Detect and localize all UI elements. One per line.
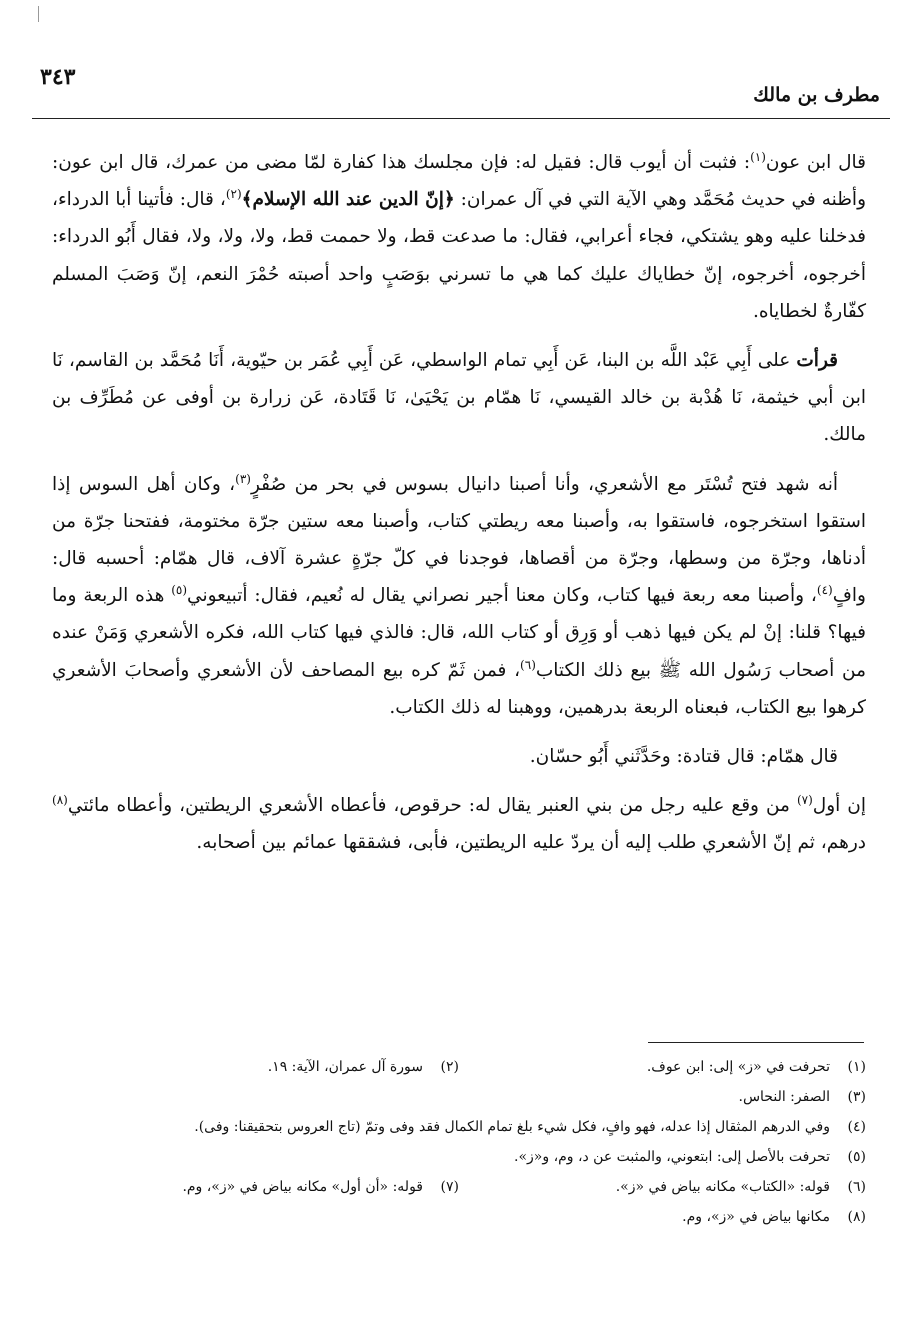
text-segment: هذه الربعة وما فيها؟ قلنا: إنْ لم يكن فيها ذهب أو وَرِق أو كتاب الله، قال: فالذي فيها كتاب الله، فكره الأشعري وَمَنْ عنده من أصحاب رَسُول الله ﷺ بيع ذلك الكتاب bbox=[52, 585, 866, 681]
footnote-5 bbox=[52, 1142, 866, 1172]
footnote-text: وفي الدرهم المثقال إذا عدله، فهو وافٍ، فكل شيء بلغ تمام الكمال فقد وفى وتمّ (تاج العروس بتحقيقنا: وفى). bbox=[194, 1119, 830, 1135]
paragraph-4 bbox=[52, 738, 866, 775]
paragraph-1 bbox=[52, 144, 866, 330]
footnote-text: تحرفت في «ز» إلى: ابن عوف. bbox=[646, 1059, 830, 1075]
running-title: مطرف بن مالك bbox=[753, 84, 880, 106]
footnote-text: قوله: «الكتاب» مكانه بياض في «ز». bbox=[615, 1179, 830, 1195]
footnotes bbox=[52, 1052, 866, 1232]
main-text bbox=[52, 144, 866, 874]
text-segment: من وقع عليه رجل من بني العنبر يقال له: حرقوص، فأعطاه الأشعري الريطتين، وأعطاه مائتي bbox=[67, 795, 797, 817]
footnote-number: (٢) bbox=[440, 1059, 459, 1075]
text-segment: ، وكان أهل السوس إذا استقوا استخرجوه، فاستقوا به، وأصبنا معه ريطتي كتاب، وأصبنا معه ستين جرّة مختومة، ففتحنا جرّة من أدناها، وجرّة من وسطها، وجرّة من أقصاها، فوجدنا في كلّ جرّةٍ عشرة آلاف، قال همّام: أحسبه قال: وافٍ bbox=[52, 473, 867, 607]
paragraph-3 bbox=[52, 466, 866, 726]
text-segment: : فثبت أن أيوب قال: فقيل له: فإن مجلسك هذا كفارة لمّا مضى من عمرك، قال ابن عون: وأظنه في حديث مُحَمَّد وهي الآية التي في آل عمران: bbox=[52, 152, 866, 211]
paragraph-5 bbox=[52, 787, 866, 861]
footnote-number: (١) bbox=[847, 1059, 866, 1075]
footnote-text: مكانها بياض في «ز»، وم. bbox=[682, 1209, 830, 1225]
footnote-number: (٥) bbox=[847, 1149, 866, 1165]
text-segment: ، فمن ثَمّ كره بيع المصاحف لأن الأشعري وأصحابَ الأشعري كرهوا بيع الكتاب، فبعناه الربعة بدرهمين، ووهبنا له ذلك الكتاب. bbox=[52, 659, 866, 718]
margin-mark bbox=[38, 6, 39, 22]
footnote-ref: (٨) bbox=[52, 793, 68, 808]
footnote-2 bbox=[52, 1052, 459, 1082]
footnote-ref: (٧) bbox=[796, 793, 813, 808]
footnote-6 bbox=[459, 1172, 866, 1202]
footnote-number: (٣) bbox=[847, 1089, 866, 1105]
text-segment: قال ابن عون bbox=[765, 152, 866, 173]
footnote-divider bbox=[648, 1042, 864, 1043]
quran-verse: ﴿إنّ الدين عند الله الإسلام﴾ bbox=[241, 189, 455, 211]
footnote-8 bbox=[52, 1202, 866, 1232]
text-segment: درهم، ثم إنّ الأشعري طلب إليه أن يردّ عليه الريطتين، فأبى، فشققها عمائم بين أصحابه. bbox=[196, 832, 866, 854]
footnote-text: تحرفت بالأصل إلى: ابتعوني، والمثبت عن د، وم، و«ز». bbox=[514, 1149, 830, 1165]
footnote-number: (٧) bbox=[440, 1179, 459, 1195]
text-segment: أنه شهد فتح تُسْتَر مع الأشعري، وأنا أصبنا دانيال بسوس في بحر من صُفْرٍ bbox=[250, 473, 838, 495]
footnote-text: قوله: «أن أول» مكانه بياض في «ز»، وم. bbox=[182, 1179, 423, 1195]
footnote-4 bbox=[52, 1112, 866, 1142]
footnote-row bbox=[52, 1052, 866, 1082]
text-segment: ، وأصبنا معه ربعة فيها كتاب، وكان معنا أجير نصراني يقال له نُعيم، فقال: أتبيعوني bbox=[187, 585, 817, 607]
footnote-ref: (٦) bbox=[520, 657, 536, 672]
footnote-ref: (٢) bbox=[225, 187, 242, 202]
text-segment: على أَبِي عَبْد اللَّه بن البنا، عَن أَبِي تمام الواسطي، عَن أَبِي عُمَر بن حيّوية، أَنَا مُحَمَّد بن القاسم، نَا ابن أبي خيثمة، نَا هُدْبة بن خالد القيسي، نَا همّام بن يَحْيَىٰ، نَا قَتَادة، عَن زرارة بن أوفى عن مُطَرِّف بن مالك. bbox=[52, 350, 866, 446]
text-segment: إن أول bbox=[812, 795, 866, 817]
footnote-text: الصفر: النحاس. bbox=[738, 1089, 830, 1105]
footnote-row bbox=[52, 1172, 866, 1202]
footnote-number: (٨) bbox=[847, 1209, 866, 1225]
paragraph-2 bbox=[52, 342, 866, 454]
page-number: ٣٤٣ bbox=[40, 64, 76, 90]
footnote-number: (٤) bbox=[847, 1119, 866, 1135]
header-divider bbox=[32, 118, 890, 119]
paragraph-lead: قرأت bbox=[796, 350, 838, 372]
footnote-1 bbox=[459, 1052, 866, 1082]
footnote-ref: (٣) bbox=[235, 471, 251, 486]
text-segment: قال همّام: قال قتادة: وحَدَّثَني أَبُو حسّان. bbox=[529, 746, 838, 768]
footnote-ref: (١) bbox=[750, 149, 766, 164]
footnote-7 bbox=[52, 1172, 459, 1202]
page-header bbox=[32, 60, 890, 110]
footnote-ref: (٤) bbox=[816, 583, 833, 598]
footnote-3 bbox=[52, 1082, 866, 1112]
footnote-ref: (٥) bbox=[171, 583, 188, 598]
footnote-text: سورة آل عمران، الآية: ١٩. bbox=[267, 1059, 423, 1075]
footnote-number: (٦) bbox=[847, 1179, 866, 1195]
text-segment: ، قال: فأتينا أبا الدرداء، فدخلنا عليه وهو يشتكي، فجاء أعرابي، فقال: ما صدعت قط، ولا حممت قط، ولا، ولا، ولا، فقال أَبُو الدرداء: أخرجوه، أخرجوه، إنّ خطاياك عليك كما هي ما تسرني بوَصَبٍ واحد أصبته حُمْرَ النعم، إنّ وَصَبَ المسلم كفّارةٌ لخطاياه. bbox=[52, 189, 866, 322]
